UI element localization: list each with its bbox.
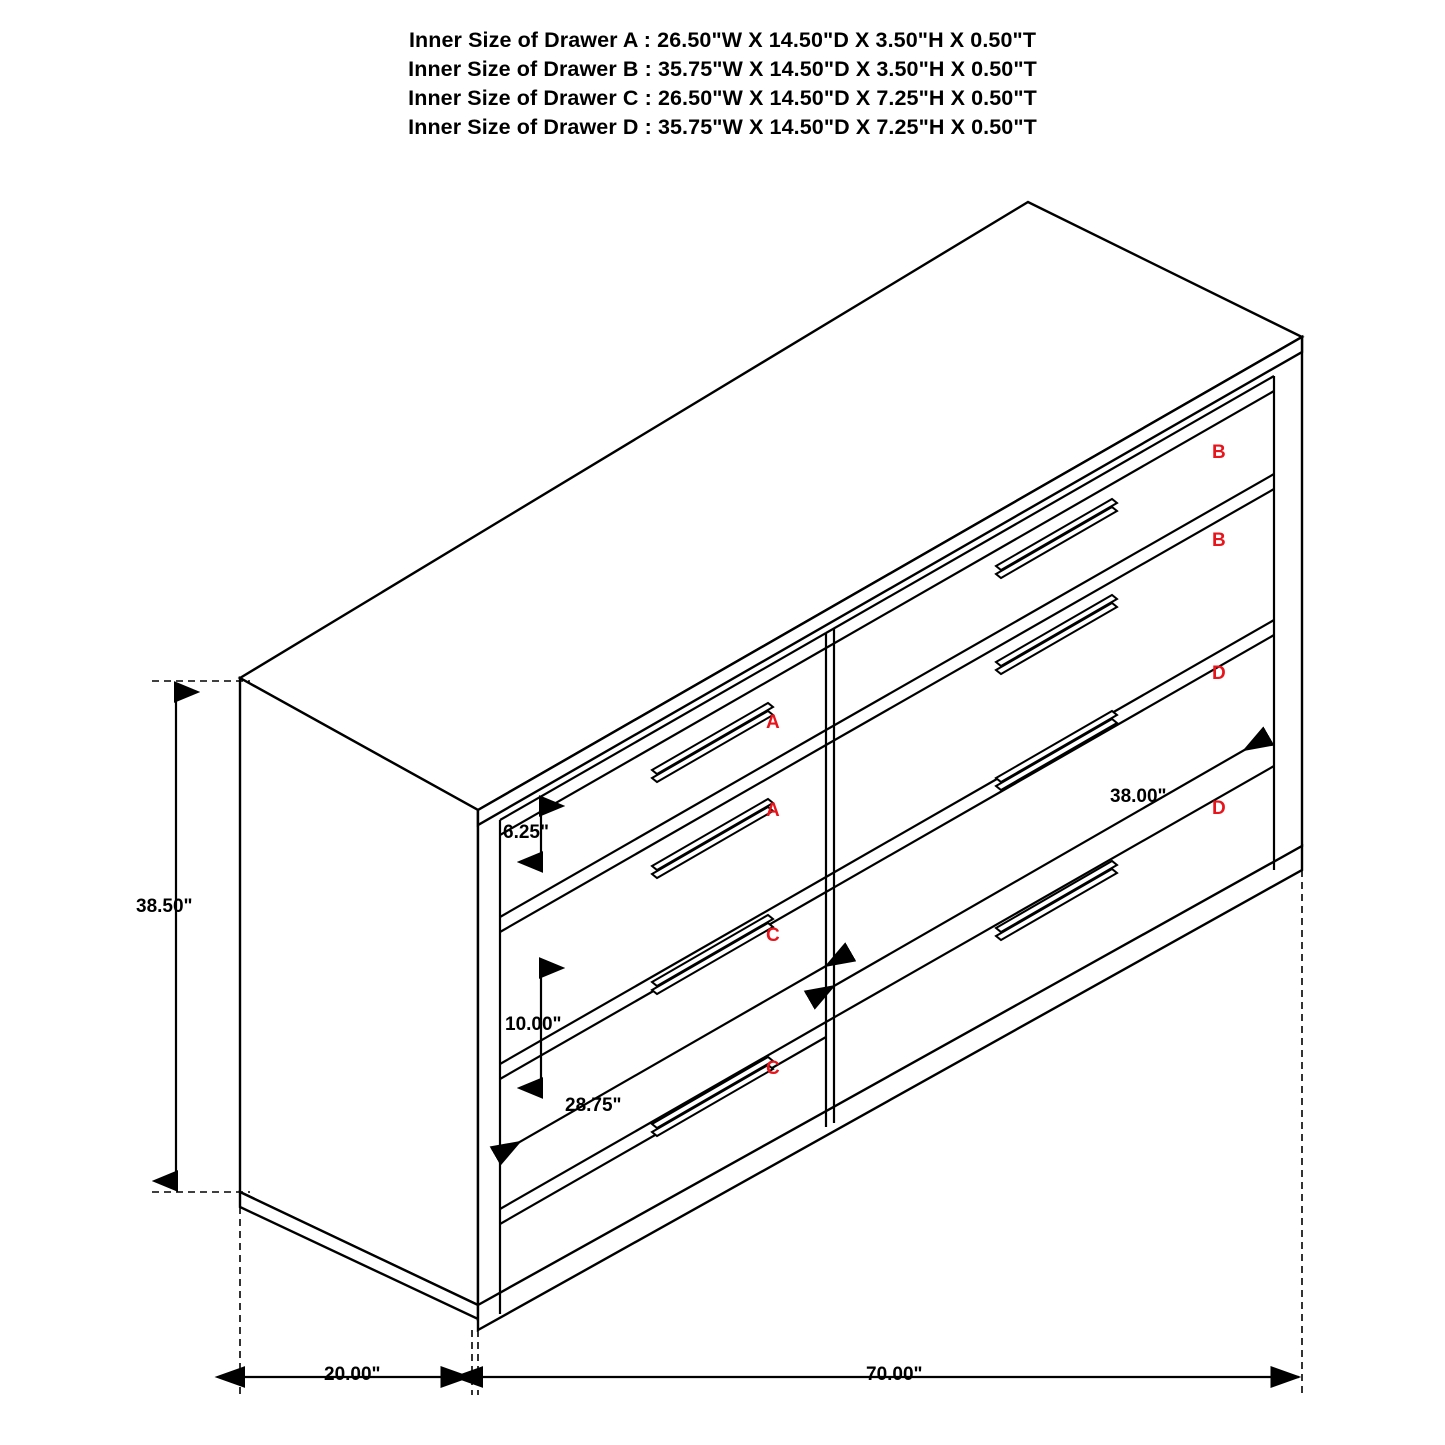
spec-line-drawer-c: Inner Size of Drawer C : 26.50"W X 14.50"D X 7.25"H X 0.50"T bbox=[408, 86, 1037, 110]
label-drawer-height-small: 6.25" bbox=[503, 822, 549, 843]
drawer-label-right-second: B bbox=[1212, 530, 1226, 551]
spec-line-drawer-a: Inner Size of Drawer A : 26.50"W X 14.50"D X 3.50"H X 0.50"T bbox=[408, 28, 1037, 52]
label-overall-height: 38.50" bbox=[136, 896, 193, 917]
label-depth: 20.00" bbox=[324, 1364, 381, 1385]
label-drawer-height-large: 10.00" bbox=[505, 1014, 562, 1035]
cabinet-body bbox=[240, 202, 1302, 1330]
dimension-overall-height bbox=[152, 681, 250, 1192]
drawer-label-right-third: D bbox=[1212, 663, 1226, 684]
spec-line-drawer-d: Inner Size of Drawer D : 35.75"W X 14.50"D X 7.25"H X 0.50"T bbox=[408, 115, 1037, 139]
spec-line-drawer-b: Inner Size of Drawer B : 35.75"W X 14.50"D X 3.50"H X 0.50"T bbox=[408, 57, 1037, 81]
drawer-label-left-bottom: C bbox=[766, 1058, 780, 1079]
drawer-label-right-bottom: D bbox=[1212, 798, 1226, 819]
drawer-label-left-third: C bbox=[766, 925, 780, 946]
drawer-label-left-top: A bbox=[766, 712, 780, 733]
label-left-drawer-width: 28.75" bbox=[565, 1095, 622, 1116]
label-right-drawer-width: 38.00" bbox=[1110, 786, 1167, 807]
label-overall-width: 70.00" bbox=[866, 1364, 923, 1385]
drawer-label-left-second: A bbox=[766, 800, 780, 821]
drawer-label-right-top: B bbox=[1212, 442, 1226, 463]
